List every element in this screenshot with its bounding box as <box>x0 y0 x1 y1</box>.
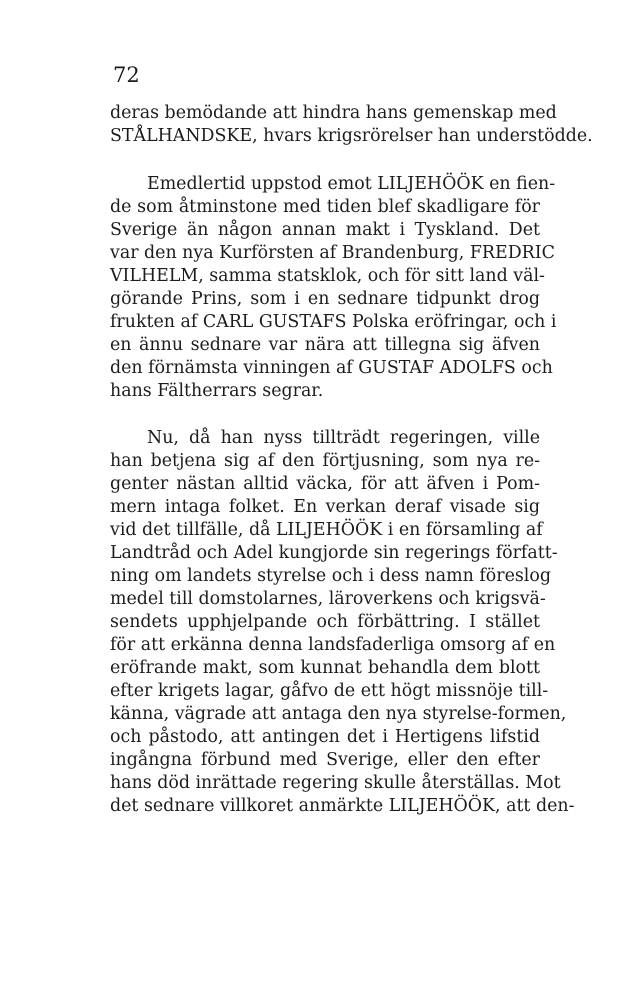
text-line-19: ning om landets styrelse och i dess namn föreslog <box>110 566 551 586</box>
text-line-27: ingångna förbund med Sverige, eller den efter <box>110 750 540 770</box>
text-line-9: frukten af CARL GUSTAFS Polska eröfringar, och i <box>110 312 557 332</box>
text-line-4: de som åtminstone med tiden blef skadligare för <box>110 197 540 217</box>
text-line-16: mern intaga folket. En verkan deraf visade sig <box>110 497 540 517</box>
text-line-8: görande Prins, som i en sednare tidpunkt drog <box>110 289 540 309</box>
text-line-21: sendets upphjelpande och förbättring. I stället <box>110 612 540 632</box>
page-number: 72 <box>113 63 140 87</box>
text-line-10: en ännu sednare var nära att tillegna sig äfven <box>110 335 540 355</box>
text-line-1: deras bemödande att hindra hans gemenskap med <box>110 103 557 123</box>
text-line-7: VILHELM, samma statsklok, och för sitt land väl- <box>110 266 545 286</box>
text-line-14: han betjena sig af den förtjusning, som nya re- <box>110 451 540 471</box>
text-line-29: det sednare villkoret anmärkte LILJEHÖÖK, att den- <box>110 796 575 816</box>
text-line-5: Sverige än någon annan makt i Tyskland. Det <box>110 220 540 240</box>
text-line-17: vid det tillfälle, då LILJEHÖÖK i en församling af <box>110 520 543 540</box>
text-line-6: var den nya Kurförsten af Brandenburg, FREDRIC <box>110 243 555 263</box>
text-line-20: medel till domstolarnes, läroverkens och krigsvä- <box>110 589 546 609</box>
text-line-3: Emedlertid uppstod emot LILJEHÖÖK en fien- <box>147 174 556 194</box>
text-line-23: eröfrande makt, som kunnat behandla dem blott <box>110 658 540 678</box>
text-line-11: den förnämsta vinningen af GUSTAF ADOLFS och <box>110 358 553 378</box>
text-line-18: Landtråd och Adel kungjorde sin regerings författ- <box>110 543 558 563</box>
text-line-15: genter nästan alltid väcka, för att äfven i Pom- <box>110 474 540 494</box>
text-line-28: hans död inrättade regering skulle återställas. Mot <box>110 773 561 793</box>
text-line-24: efter krigets lagar, gåfvo de ett högt missnöje till- <box>110 681 549 701</box>
text-line-25: känna, vägrade att antaga den nya styrelse-formen, <box>110 704 567 724</box>
text-line-13: Nu, då han nyss tillträdt regeringen, ville <box>147 428 540 448</box>
text-line-2: STÅLHANDSKE, hvars krigsrörelser han understödde. <box>110 126 593 146</box>
text-line-22: för att erkänna denna landsfaderliga omsorg af en <box>110 635 556 655</box>
text-line-12: hans Fältherrars segrar. <box>110 381 324 401</box>
text-line-26: och påstodo, att antingen det i Hertigens lifstid <box>110 727 540 747</box>
